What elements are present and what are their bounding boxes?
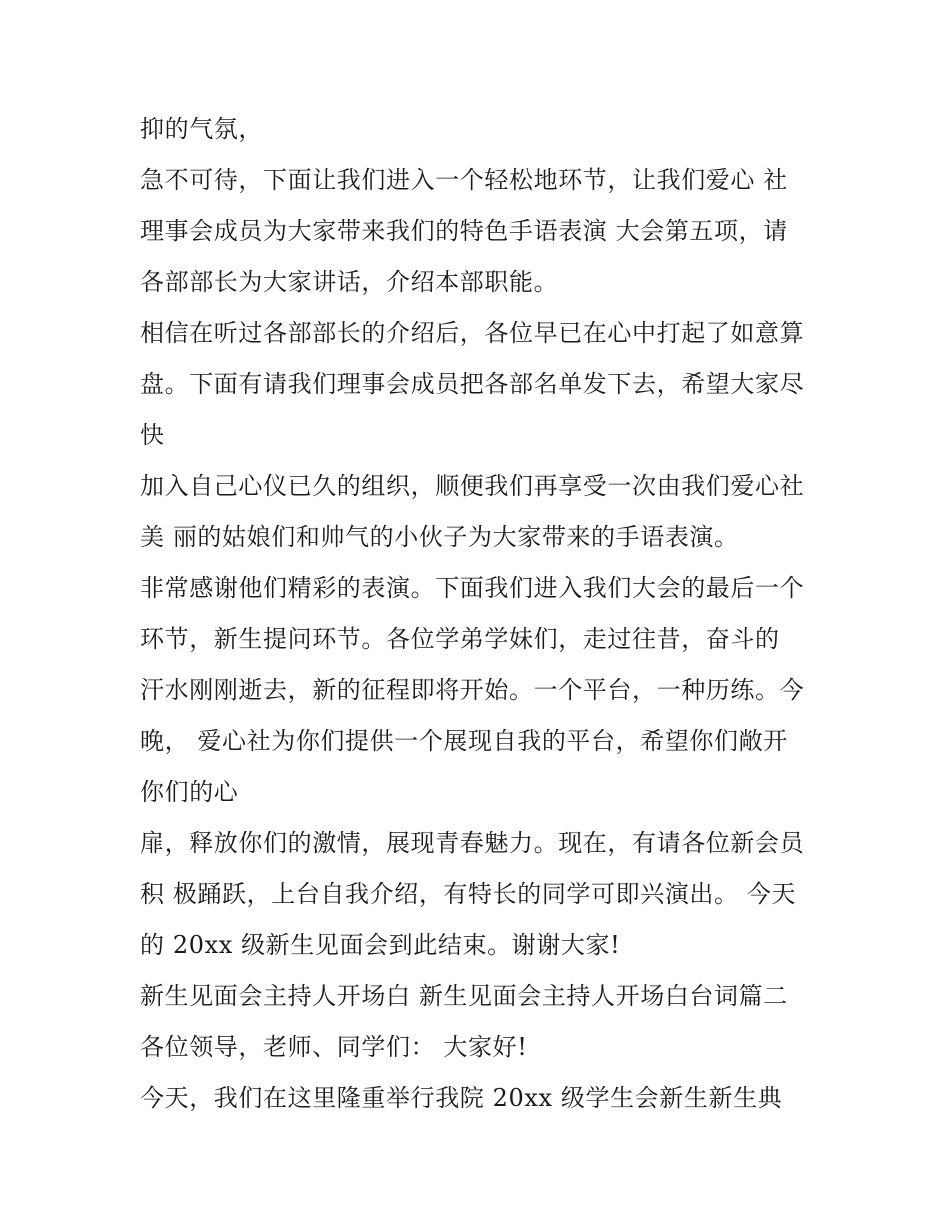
text-line: 晚， 爱心社为你们提供一个展现自我的平台，希望你们敞开 bbox=[140, 727, 788, 755]
text-line: 美 丽的姑娘们和帅气的小伙子为大家带来的手语表演。 bbox=[140, 523, 739, 551]
text-line: 扉，释放你们的激情，展现青春魅力。现在，有请各位新会员 bbox=[140, 829, 805, 857]
text-line: 的 20xx 级新生见面会到此结束。谢谢大家! bbox=[140, 931, 621, 959]
text-line: 急不可待，下面让我们进入一个轻松地环节，让我们爱心 社 bbox=[140, 166, 788, 194]
text-line: 相信在听过各部部长的介绍后，各位早已在心中打起了如意算 bbox=[140, 319, 805, 347]
text-line: 各位领导，老师、同学们： 大家好! bbox=[140, 1033, 528, 1061]
text-line: 今天，我们在这里隆重举行我院 20xx 级学生会新生新生典 bbox=[140, 1084, 783, 1112]
text-line: 汗水刚刚逝去，新的征程即将开始。一个平台，一种历练。今 bbox=[140, 676, 805, 704]
text-line: 快 bbox=[140, 421, 165, 449]
text-line: 环节，新生提问环节。各位学弟学妹们，走过往昔，奋斗的 bbox=[140, 625, 780, 653]
text-line: 你们的心 bbox=[140, 778, 239, 806]
text-line: 抑的气氛， bbox=[140, 115, 263, 143]
text-line: 非常感谢他们精彩的表演。下面我们进入我们大会的最后一个 bbox=[140, 574, 805, 602]
text-line: 加入自己心仪已久的组织，顺便我们再享受一次由我们爱心社 bbox=[140, 472, 805, 500]
text-line: 盘。下面有请我们理事会成员把各部名单发下去，希望大家尽 bbox=[140, 370, 805, 398]
text-line: 积 极踊跃，上台自我介绍，有特长的同学可即兴演出。 今天 bbox=[140, 880, 797, 908]
document-body bbox=[140, 104, 820, 1124]
text-line: 新生见面会主持人开场白 新生见面会主持人开场白台词篇二 bbox=[140, 982, 788, 1010]
text-line: 理事会成员为大家带来我们的特色手语表演 大会第五项，请 bbox=[140, 217, 788, 245]
text-line: 各部部长为大家讲话，介绍本部职能。 bbox=[140, 268, 559, 296]
